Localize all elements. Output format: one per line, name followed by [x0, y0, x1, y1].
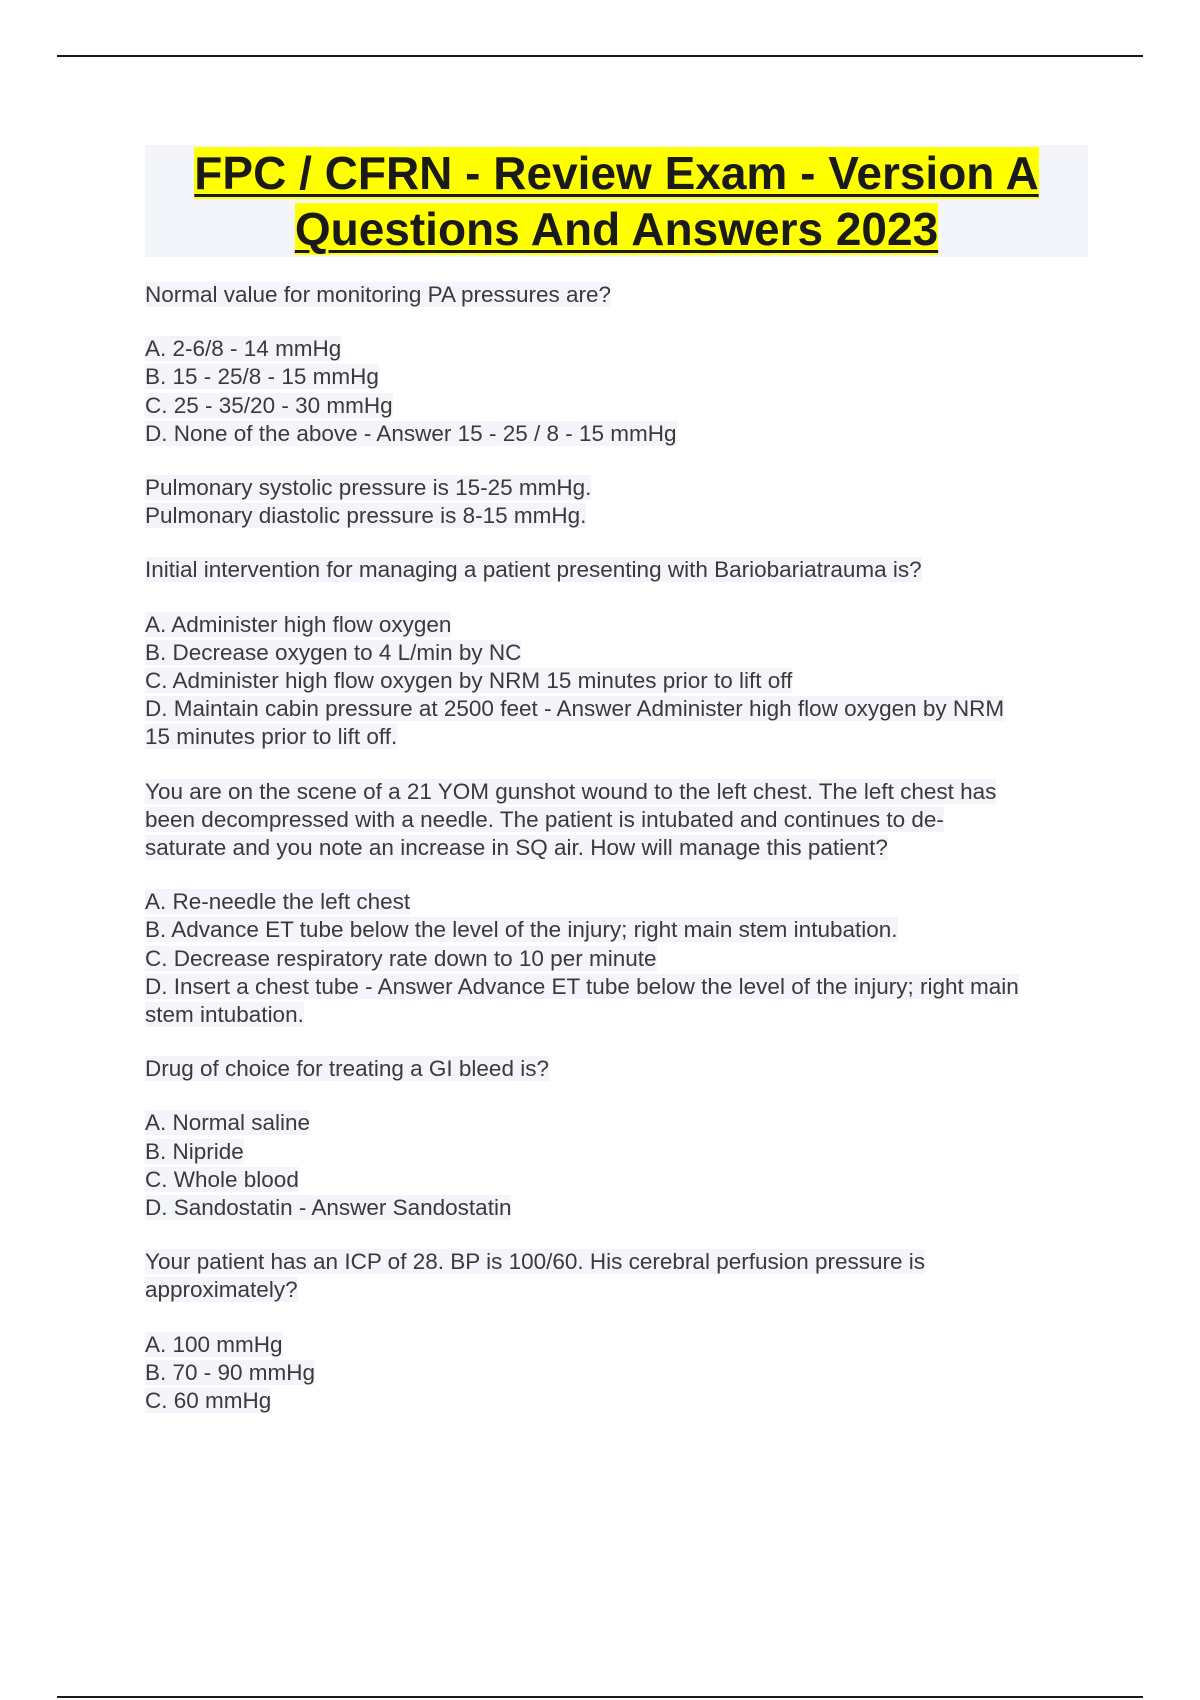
text-line-content: saturate and you note an increase in SQ air. How will manage this patient? [145, 835, 888, 861]
paragraph [145, 1331, 1090, 1416]
top-rule [57, 55, 1143, 57]
text-line [145, 1248, 1090, 1276]
text-line-content: A. Administer high flow oxygen [145, 611, 452, 637]
text-line [145, 639, 1090, 667]
text-line [145, 611, 1090, 639]
text-line [145, 1001, 1090, 1029]
text-line [145, 392, 1090, 420]
text-line [145, 1387, 1090, 1415]
text-line [145, 1276, 1090, 1304]
text-line-content: C. Administer high flow oxygen by NRM 15 minutes prior to lift off [145, 668, 793, 694]
text-line-content: B. Decrease oxygen to 4 L/min by NC [145, 639, 522, 665]
text-line-content: A. 2-6/8 - 14 mmHg [145, 336, 342, 362]
paragraph [145, 335, 1090, 448]
text-line-content: Pulmonary systolic pressure is 15-25 mmHg. [145, 475, 592, 501]
text-line [145, 281, 1090, 309]
text-line-content: B. 70 - 90 mmHg [145, 1359, 316, 1385]
text-line [145, 888, 1090, 916]
text-line-content: approximately? [145, 1277, 298, 1303]
text-line-content: Pulmonary diastolic pressure is 8-15 mmHg. [145, 503, 587, 529]
text-line [145, 695, 1090, 723]
paragraph [145, 778, 1090, 863]
text-line-content: C. Decrease respiratory rate down to 10 per minute [145, 945, 657, 971]
text-line-content: stem intubation. [145, 1002, 304, 1028]
text-line [145, 806, 1090, 834]
paragraph [145, 611, 1090, 752]
text-line [145, 502, 1090, 530]
text-line [145, 945, 1090, 973]
text-line-content: Your patient has an ICP of 28. BP is 100/60. His cerebral perfusion pressure is [145, 1249, 926, 1275]
text-line [145, 778, 1090, 806]
paragraph [145, 474, 1090, 530]
text-line-content: Drug of choice for treating a GI bleed is? [145, 1056, 549, 1082]
text-line-content: A. Normal saline [145, 1110, 311, 1136]
text-line-content: A. 100 mmHg [145, 1331, 283, 1357]
text-line-content: A. Re-needle the left chest [145, 889, 411, 915]
document-title [145, 145, 1088, 257]
document-body [145, 281, 1090, 1441]
paragraph [145, 1055, 1090, 1083]
text-line-content: C. 25 - 35/20 - 30 mmHg [145, 392, 393, 418]
text-line [145, 1359, 1090, 1387]
text-line [145, 335, 1090, 363]
text-line-content: B. 15 - 25/8 - 15 mmHg [145, 364, 379, 390]
text-line-content: D. Sandostatin - Answer Sandostatin [145, 1195, 512, 1221]
text-line [145, 474, 1090, 502]
text-line-content: D. None of the above - Answer 15 - 25 / 8 - 15 mmHg [145, 420, 677, 446]
text-line-content: D. Maintain cabin pressure at 2500 feet - Answer Administer high flow oxygen by NRM [145, 696, 1005, 722]
text-line [145, 420, 1090, 448]
paragraph [145, 1109, 1090, 1222]
paragraph [145, 281, 1090, 309]
text-line [145, 363, 1090, 391]
text-line-content: been decompressed with a needle. The patient is intubated and continues to de- [145, 806, 944, 832]
text-line [145, 834, 1090, 862]
text-line-content: B. Advance ET tube below the level of the injury; right main stem intubation. [145, 917, 898, 943]
text-line-content: C. Whole blood [145, 1166, 299, 1192]
text-line-content: Normal value for monitoring PA pressures are? [145, 282, 612, 307]
text-line [145, 1109, 1090, 1137]
paragraph [145, 556, 1090, 584]
text-line [145, 723, 1090, 751]
text-line [145, 916, 1090, 944]
text-line-content: C. 60 mmHg [145, 1388, 272, 1414]
text-line [145, 973, 1090, 1001]
text-line [145, 556, 1090, 584]
text-line-content: Initial intervention for managing a patient presenting with Bariobariatrauma is? [145, 557, 922, 583]
text-line-content: You are on the scene of a 21 YOM gunshot wound to the left chest. The left chest has [145, 778, 997, 804]
paragraph [145, 1248, 1090, 1304]
text-line-content: 15 minutes prior to lift off. [145, 724, 398, 750]
text-line [145, 1194, 1090, 1222]
text-line [145, 667, 1090, 695]
text-line [145, 1055, 1090, 1083]
title-line-1: FPC / CFRN - Review Exam - Version A [194, 147, 1039, 199]
title-line-2: Questions And Answers 2023 [294, 203, 939, 255]
text-line-content: D. Insert a chest tube - Answer Advance ET tube below the level of the injury; right main [145, 973, 1019, 999]
text-line [145, 1166, 1090, 1194]
text-line-content: B. Nipride [145, 1138, 244, 1164]
text-line [145, 1331, 1090, 1359]
bottom-rule [57, 1696, 1143, 1698]
paragraph [145, 888, 1090, 1029]
text-line [145, 1138, 1090, 1166]
